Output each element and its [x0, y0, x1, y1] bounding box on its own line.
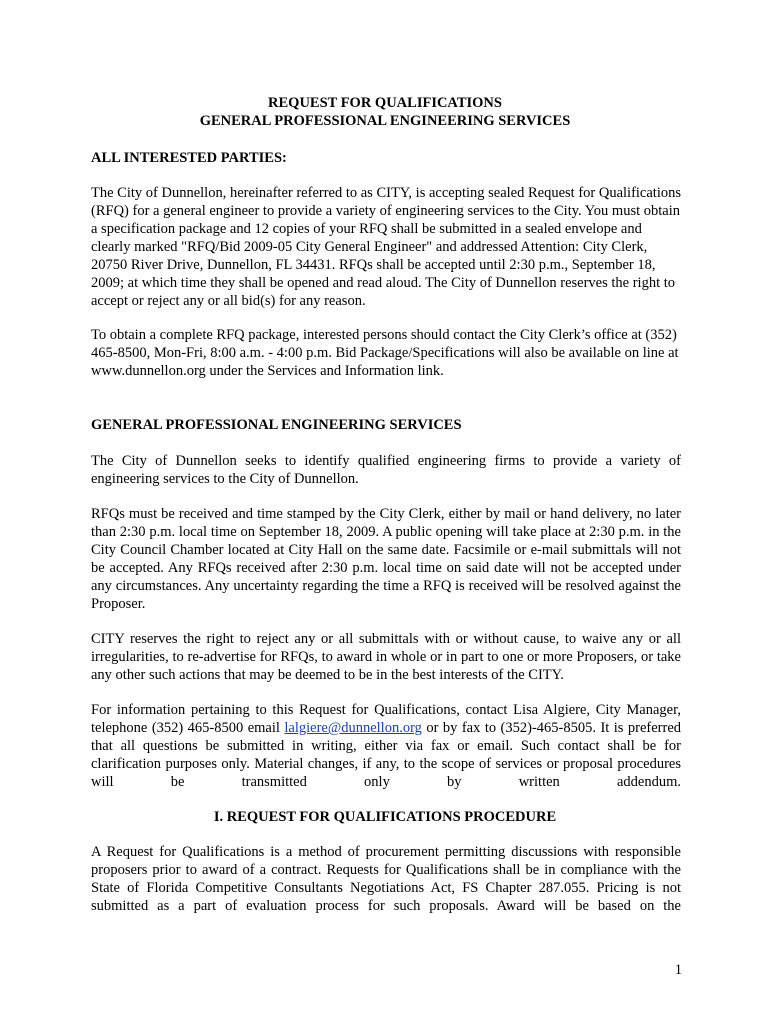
contact-email-link[interactable]: lalgiere@dunnellon.org [284, 720, 422, 736]
document-title-line-1: REQUEST FOR QUALIFICATIONS [268, 95, 502, 111]
procedure-heading: I. REQUEST FOR QUALIFICATIONS PROCEDURE [213, 809, 557, 825]
document-title-line-2: GENERAL PROFESSIONAL ENGINEERING SERVICES [199, 113, 571, 129]
received-paragraph: RFQs must be received and time stamped by the City Clerk, either by mail or hand delivery, no later than 2:30 p.m. local time on September 18, 2009. A public opening will take place at 2:30 p.m. in the City Council Chamber located at City Hall on the same date. Facsimile or e-mail submittals will not be accepted. Any RFQs received after 2:30 p.m. local time on said date will not be accepted under any circumstances. Any uncertainty regarding the time a RFQ is received will be resolved against the Proposer. [91, 506, 681, 612]
intro-paragraph: The City of Dunnellon, hereinafter referred to as CITY, is accepting sealed Request for Qualifications (RFQ) for a general engineer to provide a variety of engineering services to the City. You must obtain a specification package and 12 copies of your RFQ shall be submitted in a sealed envelope and clearly marked "RFQ/Bid 2009-05 City General Engineer" and addressed Attention: City Clerk, 20750 River Drive, Dunnellon, FL 34431. RFQs shall be accepted until 2:30 p.m., September 18, 2009; at which time they shall be opened and read aloud. The City of Dunnellon reserves the right to accept or reject any or all bid(s) for any reason. [91, 185, 682, 309]
page-number: 1 [674, 962, 682, 978]
section-heading: GENERAL PROFESSIONAL ENGINEERING SERVICES [91, 417, 462, 433]
salutation: ALL INTERESTED PARTIES: [91, 150, 287, 166]
contact-text-start: For information pertaining to this Request for Qualifications, contact Lisa Algiere, City Manager, telephone (352) 465-8500 email [91, 702, 681, 736]
contact-text-end: or by fax to (352)-465-8505. It is preferred that all questions be submitted in writing, either via fax or email. Such contact shall be for clarification purposes only. Material changes, if any, to the scope of services or proposal procedures will be transmitted only by written addendum. [91, 720, 682, 790]
procedure-paragraph: A Request for Qualifications is a method of procurement permitting discussions with responsible proposers prior to award of a contract. Requests for Qualifications shall be in compliance with the State of Florida Competitive Consultants Negotiations Act, FS Chapter 287.055. Pricing is not submitted as a part of evaluation process for such proposals. Award will be based on the [91, 844, 681, 914]
package-paragraph: To obtain a complete RFQ package, interested persons should contact the City Clerk’s office at (352) 465-8500, Mon-Fri, 8:00 a.m. - 4:00 p.m. Bid Package/Specifications will also be available on line at www.dunnellon.org under the Services and Information link. [91, 327, 679, 379]
contact-paragraph [91, 701, 681, 791]
seeks-paragraph: The City of Dunnellon seeks to identify qualified engineering firms to provide a variety of engineering services to the City of Dunnellon. [91, 453, 681, 487]
reserves-paragraph: CITY reserves the right to reject any or all submittals with or without cause, to waive any or all irregularities, to re-advertise for RFQs, to award in whole or in part to one or more Proposers, or take any other such actions that may be deemed to be in the best interests of the CITY. [91, 631, 681, 683]
